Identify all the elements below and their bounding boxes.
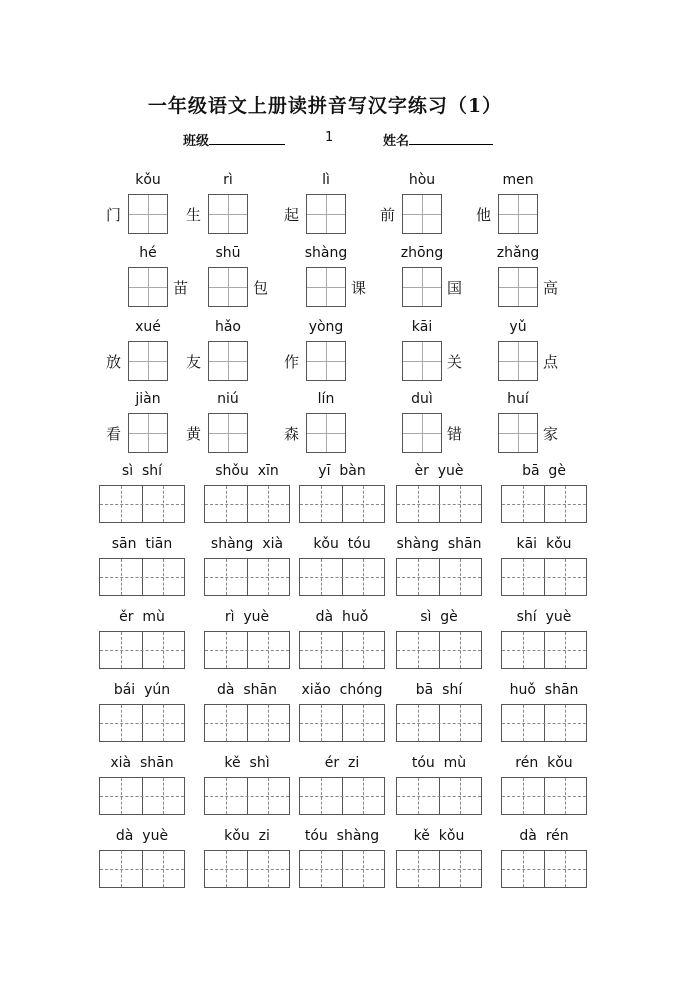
word-pinyin-label: shí yuè <box>516 609 572 625</box>
pinyin-label: zhōng <box>400 245 444 261</box>
pinyin-label: hé <box>139 245 157 261</box>
pinyin-label: xué <box>135 319 161 335</box>
word-writing-grid[interactable] <box>396 777 482 815</box>
grid-guide-line <box>121 705 122 741</box>
grid-guide-line <box>418 851 419 887</box>
pinyin-label: lín <box>317 391 335 407</box>
grid-guide-line <box>523 559 524 595</box>
grid-guide-line <box>523 778 524 814</box>
grid-guide-line <box>205 504 289 505</box>
hint-character: 起 <box>284 206 300 224</box>
grid-guide-line <box>226 559 227 595</box>
grid-guide-line <box>163 559 164 595</box>
hint-character: 关 <box>447 353 463 371</box>
grid-guide-line <box>363 778 364 814</box>
grid-guide-line <box>226 778 227 814</box>
grid-guide-line <box>100 869 184 870</box>
word-pinyin-label: ěr mù <box>119 609 165 625</box>
grid-guide-line <box>163 486 164 522</box>
grid-guide-line <box>226 486 227 522</box>
word-writing-grid[interactable] <box>501 558 587 596</box>
grid-guide-line <box>268 851 269 887</box>
pinyin-label: kāi <box>411 319 433 335</box>
grid-guide-line <box>565 778 566 814</box>
grid-guide-line <box>397 723 481 724</box>
word-writing-grid[interactable] <box>99 631 185 669</box>
word-pinyin-label: xiǎo chóng <box>301 682 383 698</box>
word-writing-grid[interactable] <box>501 777 587 815</box>
grid-guide-line <box>268 559 269 595</box>
writing-box[interactable] <box>498 267 538 307</box>
writing-box[interactable] <box>306 341 346 381</box>
grid-guide-line <box>418 559 419 595</box>
grid-guide-line <box>397 577 481 578</box>
grid-guide-line <box>100 796 184 797</box>
word-pinyin-label: shǒu xīn <box>215 463 279 479</box>
hint-character: 包 <box>253 279 269 297</box>
writing-box[interactable] <box>498 341 538 381</box>
grid-guide-line <box>205 723 289 724</box>
page-title: 一年级语文上册读拼音写汉字练习（1） <box>147 95 503 117</box>
word-pinyin-label: bā shí <box>415 682 463 698</box>
grid-guide-line <box>397 796 481 797</box>
grid-guide-line <box>565 632 566 668</box>
word-writing-grid[interactable] <box>299 631 385 669</box>
writing-box[interactable] <box>402 194 442 234</box>
grid-guide-line <box>205 577 289 578</box>
pinyin-label: huí <box>507 391 529 407</box>
grid-guide-line <box>397 504 481 505</box>
name-label: 姓名 <box>383 134 410 149</box>
hint-character: 生 <box>186 206 202 224</box>
hint-character: 前 <box>380 206 396 224</box>
word-pinyin-label: shàng shān <box>396 536 482 552</box>
grid-guide-line <box>205 869 289 870</box>
word-pinyin-label: huǒ shān <box>509 682 579 698</box>
pinyin-label: jiàn <box>135 391 161 407</box>
writing-box[interactable] <box>128 341 168 381</box>
writing-box[interactable] <box>208 194 248 234</box>
pinyin-label: kǒu <box>135 172 161 188</box>
pinyin-label: zhǎng <box>496 245 540 261</box>
hint-character: 森 <box>284 425 300 443</box>
grid-guide-line <box>321 486 322 522</box>
word-pinyin-label: rén kǒu <box>515 755 573 771</box>
word-writing-grid[interactable] <box>299 777 385 815</box>
grid-guide-line <box>460 632 461 668</box>
grid-guide-line <box>565 851 566 887</box>
word-writing-grid[interactable] <box>396 558 482 596</box>
writing-box[interactable] <box>208 341 248 381</box>
word-pinyin-label: èr yuè <box>414 463 464 479</box>
grid-guide-line <box>121 778 122 814</box>
word-writing-grid[interactable] <box>204 777 290 815</box>
word-writing-grid[interactable] <box>396 485 482 523</box>
word-pinyin-label: dà yuè <box>115 828 169 844</box>
word-pinyin-label: sān tiān <box>111 536 173 552</box>
grid-guide-line <box>300 504 384 505</box>
class-field[interactable] <box>183 130 285 149</box>
word-writing-grid[interactable] <box>99 558 185 596</box>
grid-guide-line <box>321 851 322 887</box>
writing-box[interactable] <box>498 194 538 234</box>
grid-guide-line <box>502 723 586 724</box>
word-writing-grid[interactable] <box>204 558 290 596</box>
word-writing-grid[interactable] <box>396 631 482 669</box>
grid-guide-line <box>363 559 364 595</box>
word-pinyin-label: dà rén <box>519 828 569 844</box>
grid-guide-line <box>418 632 419 668</box>
word-writing-grid[interactable] <box>299 485 385 523</box>
name-underline[interactable] <box>409 131 493 145</box>
word-pinyin-label: tóu shàng <box>304 828 380 844</box>
word-writing-grid[interactable] <box>99 704 185 742</box>
grid-guide-line <box>565 705 566 741</box>
grid-guide-line <box>163 632 164 668</box>
writing-box[interactable] <box>498 413 538 453</box>
hint-character: 作 <box>284 353 300 371</box>
word-writing-grid[interactable] <box>299 850 385 888</box>
class-underline[interactable] <box>209 131 285 145</box>
hint-character: 家 <box>543 425 559 443</box>
word-writing-grid[interactable] <box>396 850 482 888</box>
writing-box[interactable] <box>128 413 168 453</box>
grid-guide-line <box>460 851 461 887</box>
word-pinyin-label: sì shí <box>121 463 163 479</box>
pinyin-label: men <box>502 172 534 188</box>
hint-character: 点 <box>543 353 559 371</box>
grid-guide-line <box>460 778 461 814</box>
grid-guide-line <box>163 851 164 887</box>
grid-guide-line <box>163 778 164 814</box>
word-pinyin-label: kǒu zi <box>224 828 270 844</box>
grid-guide-line <box>523 705 524 741</box>
word-pinyin-label: shàng xià <box>210 536 284 552</box>
word-writing-grid[interactable] <box>99 850 185 888</box>
writing-box[interactable] <box>402 341 442 381</box>
word-pinyin-label: rì yuè <box>224 609 270 625</box>
grid-guide-line <box>363 851 364 887</box>
word-pinyin-label: dà shān <box>217 682 277 698</box>
pinyin-label: yòng <box>308 319 344 335</box>
word-writing-grid[interactable] <box>299 558 385 596</box>
grid-guide-line <box>321 705 322 741</box>
grid-guide-line <box>363 632 364 668</box>
word-writing-grid[interactable] <box>396 704 482 742</box>
grid-guide-line <box>502 504 586 505</box>
hint-character: 门 <box>106 206 122 224</box>
word-pinyin-label: kāi kǒu <box>516 536 572 552</box>
grid-guide-line <box>300 869 384 870</box>
grid-guide-line <box>205 796 289 797</box>
word-writing-grid[interactable] <box>99 485 185 523</box>
hint-character: 苗 <box>173 279 189 297</box>
grid-guide-line <box>321 778 322 814</box>
grid-guide-line <box>397 650 481 651</box>
pinyin-label: shū <box>215 245 241 261</box>
grid-guide-line <box>502 650 586 651</box>
grid-guide-line <box>565 486 566 522</box>
grid-guide-line <box>300 796 384 797</box>
grid-guide-line <box>163 705 164 741</box>
grid-guide-line <box>268 705 269 741</box>
writing-box[interactable] <box>208 267 248 307</box>
grid-guide-line <box>502 869 586 870</box>
grid-guide-line <box>418 705 419 741</box>
class-label: 班级 <box>183 134 210 149</box>
word-pinyin-label: ér zi <box>324 755 360 771</box>
grid-guide-line <box>460 559 461 595</box>
writing-box[interactable] <box>128 194 168 234</box>
word-pinyin-label: kě shì <box>224 755 270 771</box>
grid-guide-line <box>268 778 269 814</box>
word-pinyin-label: kě kǒu <box>413 828 465 844</box>
writing-box[interactable] <box>306 267 346 307</box>
pinyin-label: duì <box>411 391 433 407</box>
word-writing-grid[interactable] <box>204 704 290 742</box>
grid-guide-line <box>523 486 524 522</box>
word-writing-grid[interactable] <box>501 704 587 742</box>
grid-guide-line <box>205 650 289 651</box>
word-writing-grid[interactable] <box>204 631 290 669</box>
pinyin-label: yǔ <box>509 319 527 335</box>
writing-box[interactable] <box>306 194 346 234</box>
writing-box[interactable] <box>208 413 248 453</box>
pinyin-label: hǎo <box>214 319 242 335</box>
grid-guide-line <box>502 796 586 797</box>
writing-box[interactable] <box>306 413 346 453</box>
word-pinyin-label: tóu mù <box>411 755 467 771</box>
grid-guide-line <box>397 869 481 870</box>
word-writing-grid[interactable] <box>204 485 290 523</box>
grid-guide-line <box>300 723 384 724</box>
grid-guide-line <box>460 486 461 522</box>
grid-guide-line <box>363 705 364 741</box>
word-pinyin-label: xià shān <box>110 755 174 771</box>
grid-guide-line <box>121 851 122 887</box>
grid-guide-line <box>418 486 419 522</box>
grid-guide-line <box>300 650 384 651</box>
grid-guide-line <box>460 705 461 741</box>
word-pinyin-label: yī bàn <box>318 463 366 479</box>
grid-guide-line <box>321 559 322 595</box>
hint-character: 高 <box>543 279 559 297</box>
grid-guide-line <box>268 632 269 668</box>
hint-character: 看 <box>106 425 122 443</box>
word-pinyin-label: bái yún <box>113 682 171 698</box>
grid-guide-line <box>418 778 419 814</box>
grid-guide-line <box>321 632 322 668</box>
grid-guide-line <box>300 577 384 578</box>
grid-guide-line <box>565 559 566 595</box>
word-pinyin-label: sì gè <box>420 609 458 625</box>
hint-character: 错 <box>447 425 463 443</box>
word-writing-grid[interactable] <box>501 485 587 523</box>
grid-guide-line <box>100 504 184 505</box>
name-field[interactable] <box>383 130 493 149</box>
grid-guide-line <box>226 851 227 887</box>
pinyin-label: niú <box>217 391 239 407</box>
word-writing-grid[interactable] <box>501 631 587 669</box>
pinyin-label: rì <box>223 172 233 188</box>
grid-guide-line <box>268 486 269 522</box>
hint-character: 友 <box>186 353 202 371</box>
grid-guide-line <box>502 577 586 578</box>
pinyin-label: hòu <box>408 172 436 188</box>
grid-guide-line <box>100 650 184 651</box>
grid-guide-line <box>523 851 524 887</box>
word-writing-grid[interactable] <box>204 850 290 888</box>
pinyin-label: shàng <box>304 245 348 261</box>
grid-guide-line <box>121 632 122 668</box>
hint-character: 放 <box>106 353 122 371</box>
word-pinyin-label: bā gè <box>522 463 566 479</box>
grid-guide-line <box>523 632 524 668</box>
page-number: 1 <box>325 130 334 145</box>
grid-guide-line <box>100 577 184 578</box>
hint-character: 黄 <box>186 425 202 443</box>
hint-character: 国 <box>447 279 463 297</box>
writing-box[interactable] <box>128 267 168 307</box>
grid-guide-line <box>226 632 227 668</box>
writing-box[interactable] <box>402 267 442 307</box>
grid-guide-line <box>100 723 184 724</box>
word-pinyin-label: dà huǒ <box>315 609 369 625</box>
hint-character: 课 <box>351 279 367 297</box>
word-writing-grid[interactable] <box>299 704 385 742</box>
grid-guide-line <box>363 486 364 522</box>
writing-box[interactable] <box>402 413 442 453</box>
word-pinyin-label: kǒu tóu <box>313 536 371 552</box>
word-writing-grid[interactable] <box>501 850 587 888</box>
hint-character: 他 <box>476 206 492 224</box>
grid-guide-line <box>121 559 122 595</box>
grid-guide-line <box>226 705 227 741</box>
word-writing-grid[interactable] <box>99 777 185 815</box>
pinyin-label: lì <box>322 172 330 188</box>
grid-guide-line <box>121 486 122 522</box>
